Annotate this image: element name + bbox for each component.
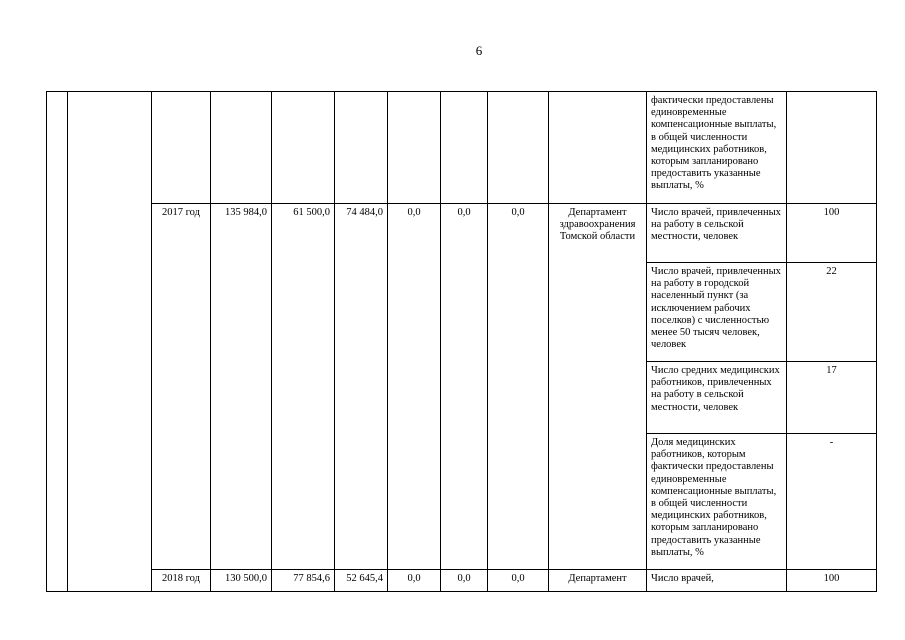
- amount-cell: [388, 92, 441, 204]
- table-row: [47, 92, 877, 204]
- indicator-value: -: [787, 434, 877, 570]
- table-row: [47, 570, 877, 592]
- amount-cell: 0,0: [488, 570, 549, 592]
- amount-cell: 61 500,0: [272, 204, 335, 570]
- amount-cell: [211, 92, 272, 204]
- program-table: [46, 91, 877, 592]
- amount-cell: 52 645,4: [335, 570, 388, 592]
- amount-cell: 0,0: [441, 570, 488, 592]
- indicator-value: [787, 92, 877, 204]
- executor-cell: Департамент здравоохранения Томской области: [549, 204, 647, 570]
- amount-cell: 0,0: [488, 204, 549, 570]
- indicator-cell: Число врачей, привлеченных на работу в городской населенный пункт (за исключением рабочих поселков) с численностью менее 50 тысяч человек, человек: [647, 263, 787, 362]
- amount-cell: 77 854,6: [272, 570, 335, 592]
- year-cell: [152, 92, 211, 204]
- spanning-cell-1: [47, 92, 68, 592]
- amount-total: 135 984,0: [211, 204, 272, 570]
- amount-total: 130 500,0: [211, 570, 272, 592]
- indicator-cell: Число средних медицинских работников, привлеченных на работу в сельской местности, человек: [647, 362, 787, 434]
- page-number: 6: [475, 43, 483, 58]
- indicator-cell: Доля медицинских работников, которым фактически предоставлены единовременные компенсационные выплаты, в общей численности медицинских работников, которым запланировано предоставить указанные выплаты, %: [647, 434, 787, 570]
- indicator-value: 22: [787, 263, 877, 362]
- amount-cell: 0,0: [388, 570, 441, 592]
- amount-cell: [335, 92, 388, 204]
- spanning-cell-2: [68, 92, 152, 592]
- amount-cell: [488, 92, 549, 204]
- year-cell: 2018 год: [152, 570, 211, 592]
- amount-cell: [441, 92, 488, 204]
- executor-cell: Департамент: [549, 570, 647, 592]
- year-cell: 2017 год: [152, 204, 211, 570]
- table-row: [47, 204, 877, 263]
- executor-cell: [549, 92, 647, 204]
- indicator-cell: Число врачей,: [647, 570, 787, 592]
- indicator-value: 100: [787, 204, 877, 263]
- amount-cell: [272, 92, 335, 204]
- amount-cell: 0,0: [388, 204, 441, 570]
- indicator-cell: фактически предоставлены единовременные компенсационные выплаты, в общей численности медицинских работников, которым запланировано предоставить указанные выплаты, %: [647, 92, 787, 204]
- indicator-value: 100: [787, 570, 877, 592]
- indicator-value: 17: [787, 362, 877, 434]
- amount-cell: 0,0: [441, 204, 488, 570]
- indicator-cell: Число врачей, привлеченных на работу в сельской местности, человек: [647, 204, 787, 263]
- amount-cell: 74 484,0: [335, 204, 388, 570]
